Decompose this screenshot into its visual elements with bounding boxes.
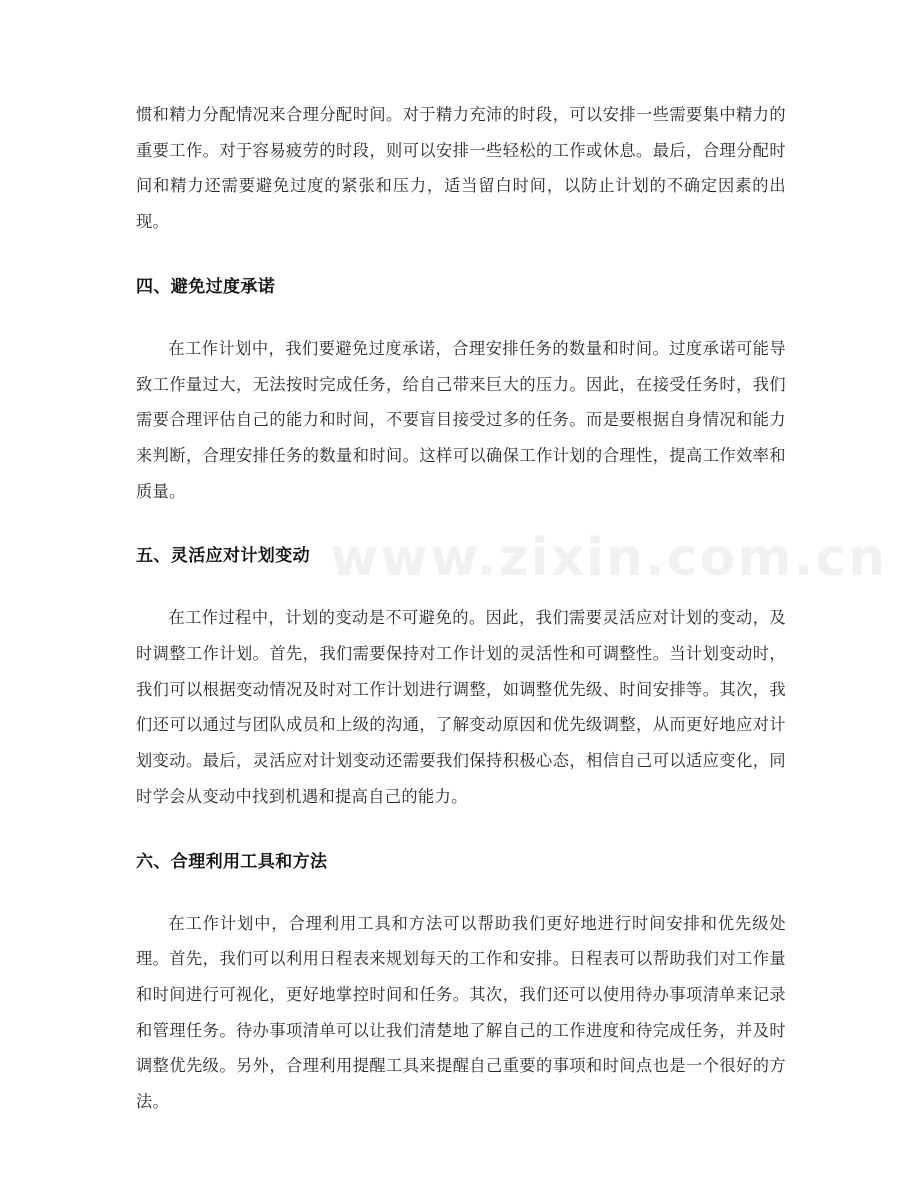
- section-body-4: 在工作计划中，我们要避免过度承诺，合理安排任务的数量和时间。过度承诺可能导致工作量过大，无法按时完成任务，给自己带来巨大的压力。因此，在接受任务时，我们需要合理评估自己的能力和时间，不要盲目接受过多的任务。而是要根据自身情况和能力来判断，合理安排任务的数量和时间。这样可以确保工作计划的合理性，提高工作效率和质量。: [136, 338, 786, 501]
- intro-paragraph: 惯和精力分配情况来合理分配时间。对于精力充沛的时段，可以安排一些需要集中精力的重要工作。对于容易疲劳的时段，则可以安排一些轻松的工作或休息。最后，合理分配时间和精力还需要避免过度的紧张和压力，适当留白时间，以防止计划的不确定因素的出现。: [136, 105, 786, 232]
- section-heading-4: 四、避免过度承诺: [136, 276, 276, 297]
- section-heading-5: 五、灵活应对计划变动: [136, 546, 310, 567]
- watermark: www.zixin.com.cn: [330, 528, 888, 588]
- section-body-6: 在工作计划中，合理利用工具和方法可以帮助我们更好地进行时间安排和优先级处理。首先，我们可以利用日程表来规划每天的工作和安排。日程表可以帮助我们对工作量和时间进行可视化，更好地掌控时间和任务。其次，我们还可以使用待办事项清单来记录和管理任务。待办事项清单可以让我们清楚地了解自己的工作进度和待完成任务，并及时调整优先级。另外，合理利用提醒工具来提醒自己重要的事项和时间点也是一个很好的方法。: [136, 913, 786, 1112]
- section-heading-6: 六、合理利用工具和方法: [136, 851, 328, 872]
- section-body-5: 在工作过程中，计划的变动是不可避免的。因此，我们需要灵活应对计划的变动，及时调整工作计划。首先，我们需要保持对工作计划的灵活性和可调整性。当计划变动时，我们可以根据变动情况及时对工作计划进行调整，如调整优先级、时间安排等。其次，我们还可以通过与团队成员和上级的沟通，了解变动原因和优先级调整，从而更好地应对计划变动。最后，灵活应对计划变动还需要我们保持积极心态，相信自己可以适应变化，同时学会从变动中找到机遇和提高自己的能力。: [136, 608, 786, 806]
- document-content: [136, 97, 786, 1120]
